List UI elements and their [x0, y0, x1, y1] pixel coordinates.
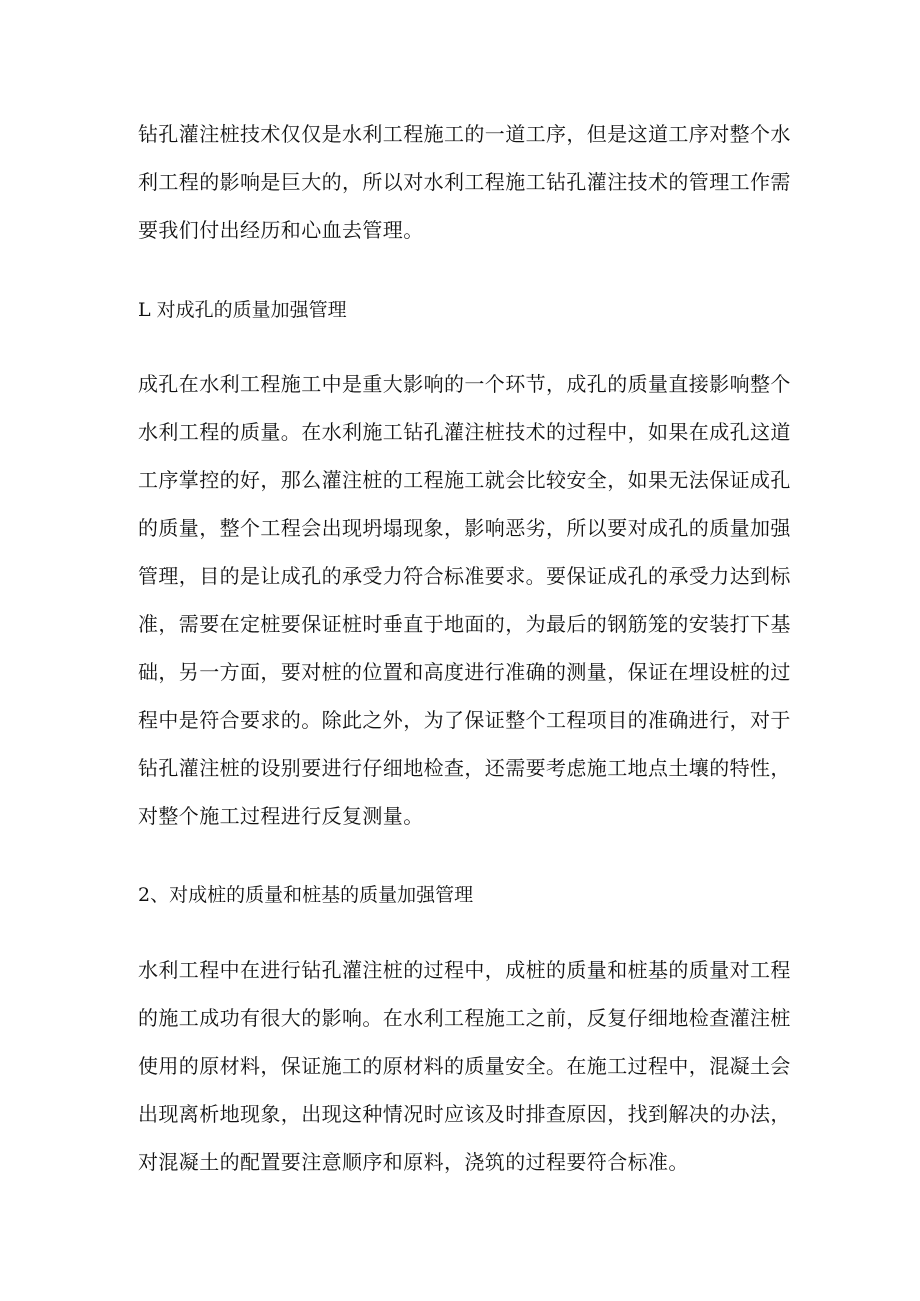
- paragraph-intro: 钻孔灌注桩技术仅仅是水利工程施工的一道工序，但是这道工序对整个水利工程的影响是巨大的，所以对水利工程施工钻孔灌注技术的管理工作需要我们付出经历和心血去管理。: [138, 122, 791, 242]
- paragraph-hole-quality: 成孔在水利工程施工中是重大影响的一个环节，成孔的质量直接影响整个水利工程的质量。在水利施工钻孔灌注桩技术的过程中，如果在成孔这道工序掌控的好，那么灌注桩的工程施工就会比较安全，如果无法保证成孔的质量，整个工程会出现坍塌现象，影响恶劣，所以要对成孔的质量加强管理，目的是让成孔的承受力符合标准要求。要保证成孔的承受力达到标准，需要在定桩要保证桩时垂直于地面的，为最后的钢筋笼的安装打下基础，另一方面，要对桩的位置和高度进行准确的测量，保证在埋设桩的过程中是符合要求的。除此之外，为了保证整个工程项目的准确进行，对于钻孔灌注桩的设别要进行仔细地检查，还需要考虑施工地点土壤的特性，对整个施工过程进行反复测量。: [138, 372, 791, 828]
- section-heading-1: L 对成孔的质量加强管理: [138, 299, 347, 321]
- paragraph-pile-quality: 水利工程中在进行钻孔灌注桩的过程中，成桩的质量和桩基的质量对工程的施工成功有很大的影响。在水利工程施工之前，反复仔细地检查灌注桩使用的原材料，保证施工的原材料的质量安全。在施工过程中，混凝土会出现离析地现象，出现这种情况时应该及时排查原因，找到解决的办法，对混凝土的配置要注意顺序和原料，浇筑的过程要符合标准。: [138, 958, 791, 1174]
- section-heading-2: 2、对成桩的质量和桩基的质量加强管理: [138, 884, 474, 906]
